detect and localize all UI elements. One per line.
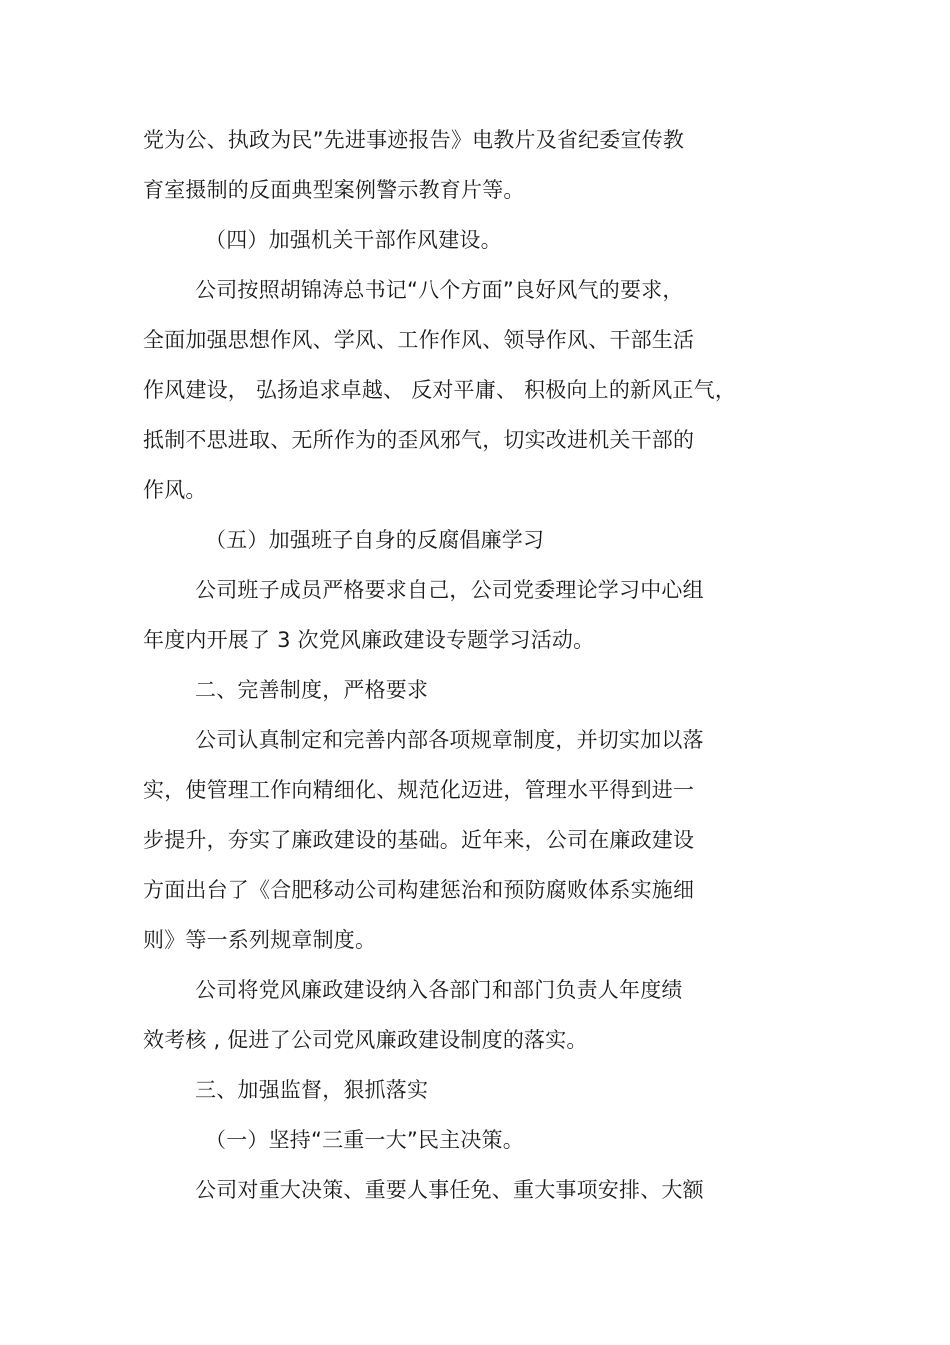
body-text-line: 公司将党风廉政建设纳入各部门和部门负责人年度绩 — [195, 978, 683, 1002]
section-heading: 三、加强监督，狠抓落实 — [195, 1078, 429, 1102]
body-text-line: 全面加强思想作风、学风、工作作风、领导作风、干部生活 — [143, 328, 695, 352]
body-text-line: 年度内开展了 3 次党风廉政建设专题学习活动。 — [143, 628, 595, 652]
body-text-line: 党为公、执政为民”先进事迹报告》电教片及省纪委宣传教 — [143, 128, 685, 152]
body-text-line: 步提升，夯实了廉政建设的基础。近年来，公司在廉政建设 — [143, 828, 695, 852]
body-text-line: 作风。 — [143, 478, 207, 502]
body-text-line: 育室摄制的反面典型案例警示教育片等。 — [143, 178, 525, 202]
section-heading: （四）加强机关干部作风建设。 — [205, 228, 502, 252]
body-text-line: 抵制不思进取、无所作为的歪风邪气，切实改进机关干部的 — [143, 428, 695, 452]
body-text-line: 公司班子成员严格要求自己，公司党委理论学习中心组 — [195, 578, 704, 602]
body-text-line: 作风建设， 弘扬追求卓越、 反对平庸、 积极向上的新风正气， — [143, 378, 737, 402]
body-text-line: 公司认真制定和完善内部各项规章制度，并切实加以落 — [195, 728, 704, 752]
section-heading: （一）坚持“三重一大”民主决策。 — [205, 1128, 524, 1152]
section-heading: 二、完善制度，严格要求 — [195, 678, 429, 702]
body-text-line: 方面出台了《合肥移动公司构建惩治和预防腐败体系实施细 — [143, 878, 695, 902]
body-text-line: 效考核 , 促进了公司党风廉政建设制度的落实。 — [143, 1028, 588, 1052]
body-text-line: 公司对重大决策、重要人事任免、重大事项安排、大额 — [195, 1178, 704, 1202]
body-text-line: 实，使管理工作向精细化、规范化迈进，管理水平得到进一 — [143, 778, 695, 802]
body-text-line: 公司按照胡锦涛总书记“八个方面”良好风气的要求， — [195, 278, 684, 302]
body-text-line: 则》等一系列规章制度。 — [143, 928, 377, 952]
section-heading: （五）加强班子自身的反腐倡廉学习 — [205, 528, 545, 552]
